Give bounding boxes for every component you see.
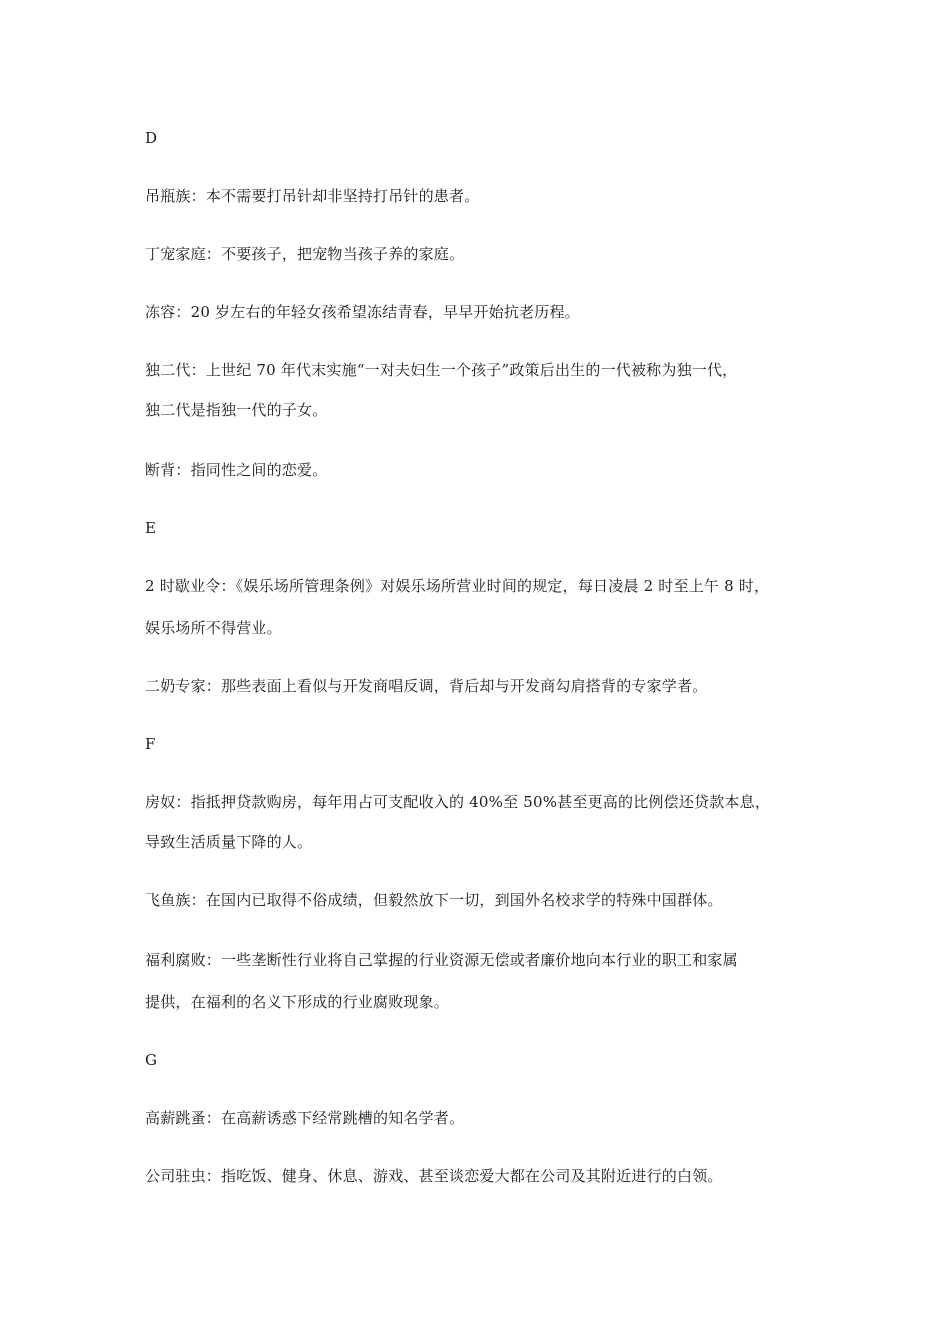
section-letter-e: E bbox=[145, 519, 157, 537]
entry-fangnu-line-2: 导致生活质量下降的人。 bbox=[145, 833, 313, 851]
entry-dingchong-jiating: 丁宠家庭：不要孩子，把宠物当孩子养的家庭。 bbox=[145, 245, 465, 263]
entry-fangnu-line-1: 房奴：指抵押贷款购房，每年用占可支配收入的 40%至 50%甚至更高的比例偿还贷款本息， bbox=[145, 793, 771, 811]
entry-fuli-fubai-line-1: 福利腐败：一些垄断性行业将自己掌握的行业资源无偿或者廉价地向本行业的职工和家属 bbox=[145, 951, 738, 969]
entry-feiyuzu: 飞鱼族：在国内已取得不俗成绩，但毅然放下一切，到国外名校求学的特殊中国群体。 bbox=[145, 891, 723, 909]
section-letter-g: G bbox=[145, 1051, 158, 1069]
entry-xieyeling-line-2: 娱乐场所不得营业。 bbox=[145, 619, 282, 637]
entry-duerdai-line-2: 独二代是指独一代的子女。 bbox=[145, 401, 328, 419]
entry-duanbei: 断背：指同性之间的恋爱。 bbox=[145, 461, 328, 479]
section-letter-f: F bbox=[145, 735, 156, 753]
entry-xieyeling-line-1: 2 时歇业令：《娱乐场所管理条例》对娱乐场所营业时间的规定，每日凌晨 2 时至上午 8 时， bbox=[145, 577, 770, 595]
entry-gaoxin-tiaozao: 高薪跳蚤：在高薪诱惑下经常跳槽的知名学者。 bbox=[145, 1109, 465, 1127]
section-letter-d: D bbox=[145, 129, 158, 147]
entry-duerdai-line-1: 独二代：上世纪 70 年代末实施“一对夫妇生一个孩子”政策后出生的一代被称为独一代， bbox=[145, 361, 738, 379]
entry-dongrong: 冻容：20 岁左右的年轻女孩希望冻结青春，早早开始抗老历程。 bbox=[145, 303, 580, 321]
entry-ernai-zhuanjia: 二奶专家：那些表面上看似与开发商唱反调，背后却与开发商勾肩搭背的专家学者。 bbox=[145, 677, 708, 695]
entry-gongsi-zhuchong: 公司驻虫：指吃饭、健身、休息、游戏、甚至谈恋爱大都在公司及其附近进行的白领。 bbox=[145, 1167, 723, 1185]
entry-fuli-fubai-line-2: 提供，在福利的名义下形成的行业腐败现象。 bbox=[145, 993, 450, 1011]
entry-diaopingzu: 吊瓶族：本不需要打吊针却非坚持打吊针的患者。 bbox=[145, 187, 480, 205]
